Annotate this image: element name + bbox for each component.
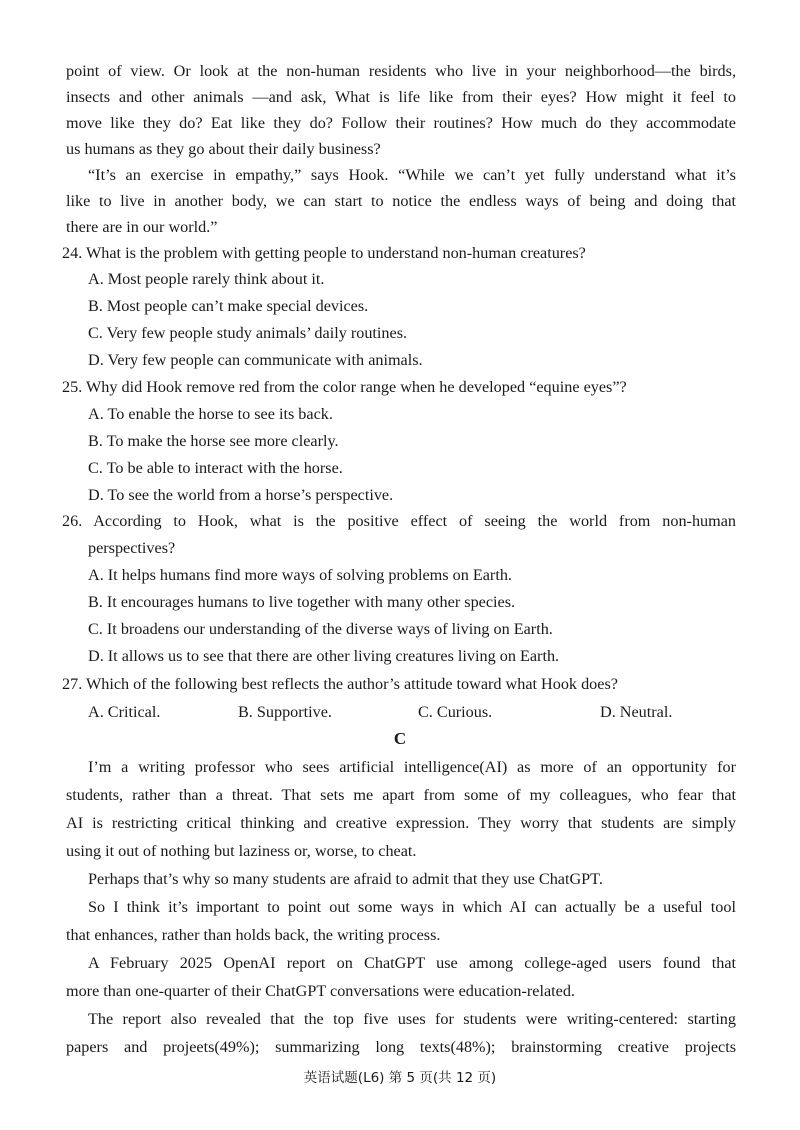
passage-line: point of view. Or look at the non-human residents who live in your neighborhood—the birds, bbox=[66, 62, 736, 80]
question-26-stem: 26. According to Hook, what is the positive effect of seeing the world from non-human bbox=[62, 512, 736, 530]
q27-options bbox=[0, 701, 800, 723]
q27-option-b: B. Supportive. bbox=[238, 703, 332, 721]
passage-line: that enhances, rather than holds back, the writing process. bbox=[66, 926, 441, 944]
question-25-stem: 25. Why did Hook remove red from the color range when he developed “equine eyes”? bbox=[62, 378, 627, 396]
passage-line: I’m a writing professor who sees artificial intelligence(AI) as more of an opportunity for bbox=[88, 758, 736, 776]
passage-line: insects and other animals —and ask, What is life like from their eyes? How might it feel to bbox=[66, 88, 736, 106]
q25-option-a: A. To enable the horse to see its back. bbox=[88, 405, 333, 423]
passage-line: So I think it’s important to point out some ways in which AI can actually be a useful tool bbox=[88, 898, 736, 916]
q25-option-c: C. To be able to interact with the horse. bbox=[88, 459, 343, 477]
passage-line: us humans as they go about their daily business? bbox=[66, 140, 381, 158]
q24-option-b: B. Most people can’t make special devices. bbox=[88, 297, 369, 315]
q24-option-c: C. Very few people study animals’ daily routines. bbox=[88, 324, 408, 342]
q27-option-c: C. Curious. bbox=[418, 703, 493, 721]
passage-line: The report also revealed that the top five uses for students were writing-centered: starting bbox=[88, 1010, 736, 1028]
q25-option-b: B. To make the horse see more clearly. bbox=[88, 432, 339, 450]
q26-option-b: B. It encourages humans to live together with many other species. bbox=[88, 593, 516, 611]
section-heading: C bbox=[393, 729, 407, 748]
passage-line: more than one-quarter of their ChatGPT conversations were education-related. bbox=[66, 982, 575, 1000]
q27-option-d: D. Neutral. bbox=[600, 703, 673, 721]
question-26-stem-cont: perspectives? bbox=[88, 539, 176, 557]
q24-option-d: D. Very few people can communicate with animals. bbox=[88, 351, 423, 369]
passage-line: papers and projeets(49%); summarizing long texts(48%); brainstorming creative projects bbox=[66, 1038, 736, 1056]
passage-line: like to live in another body, we can start to notice the endless ways of being and doing that bbox=[66, 192, 736, 210]
passage-line: students, rather than a threat. That sets me apart from some of my colleagues, who fear that bbox=[66, 786, 736, 804]
page-footer: 英语试题(L6) 第 5 页(共 12 页) bbox=[303, 1070, 497, 1086]
q24-option-a: A. Most people rarely think about it. bbox=[88, 270, 325, 288]
passage-line: move like they do? Eat like they do? Follow their routines? How much do they accommodate bbox=[66, 114, 736, 132]
passage-line: Perhaps that’s why so many students are afraid to admit that they use ChatGPT. bbox=[88, 870, 603, 888]
question-27-stem: 27. Which of the following best reflects the author’s attitude toward what Hook does? bbox=[62, 675, 618, 693]
q26-option-a: A. It helps humans find more ways of solving problems on Earth. bbox=[88, 566, 512, 584]
passage-line: AI is restricting critical thinking and creative expression. They worry that students are simply bbox=[66, 814, 736, 832]
q27-option-a: A. Critical. bbox=[88, 703, 161, 721]
passage-line: A February 2025 OpenAI report on ChatGPT use among college-aged users found that bbox=[88, 954, 736, 972]
passage-line: using it out of nothing but laziness or, worse, to cheat. bbox=[66, 842, 417, 860]
q26-option-d: D. It allows us to see that there are other living creatures living on Earth. bbox=[88, 647, 560, 665]
q25-option-d: D. To see the world from a horse’s perspective. bbox=[88, 486, 394, 504]
q26-option-c: C. It broadens our understanding of the diverse ways of living on Earth. bbox=[88, 620, 553, 638]
passage-line: there are in our world.” bbox=[66, 218, 218, 236]
passage-line: “It’s an exercise in empathy,” says Hook. “While we can’t yet fully understand what it’s bbox=[88, 166, 736, 184]
question-24-stem: 24. What is the problem with getting people to understand non-human creatures? bbox=[62, 244, 586, 262]
